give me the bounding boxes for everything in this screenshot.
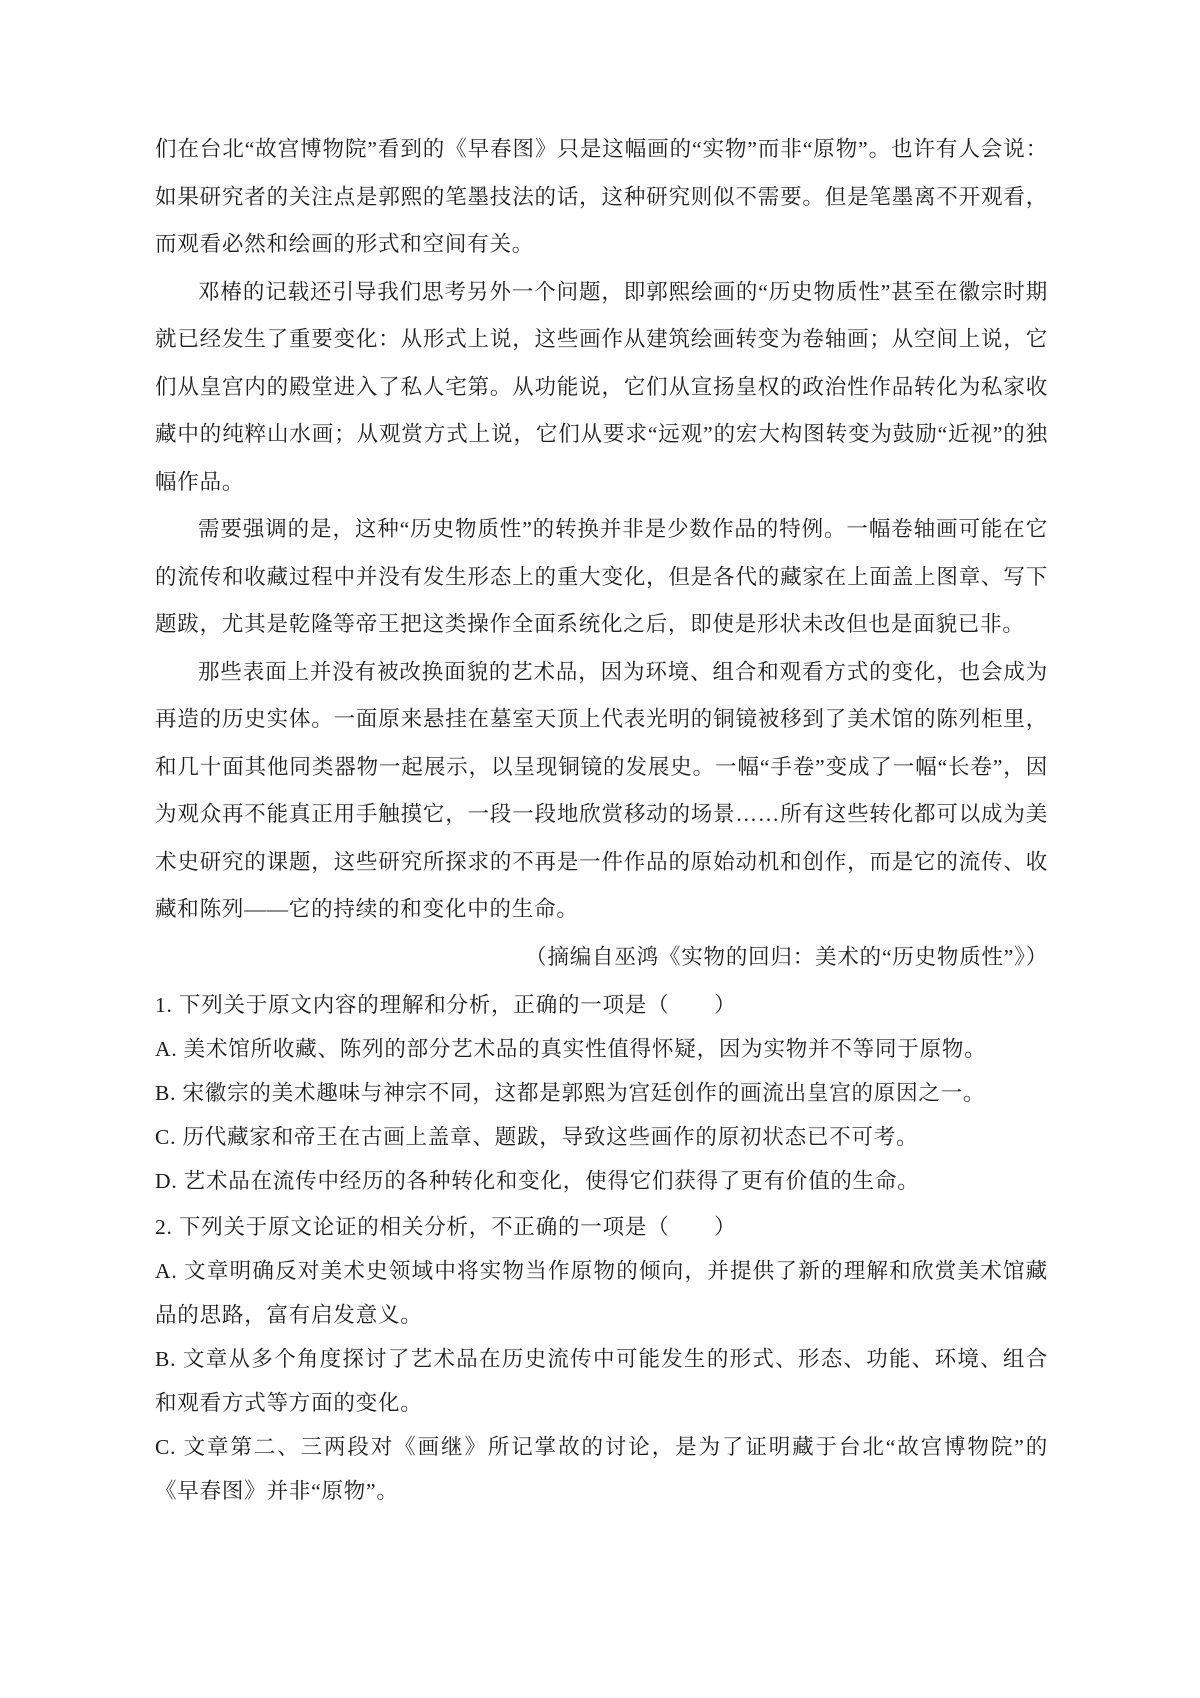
- question-1-option-a: A. 美术馆所收藏、陈列的部分艺术品的真实性值得怀疑，因为实物并不等同于原物。: [155, 1037, 987, 1061]
- question-1-option-b: B. 宋徽宗的美术趣味与神宗不同，这都是郭熙为宫廷创作的画流出皇宫的原因之一。: [155, 1081, 986, 1105]
- question-1-stem: 1. 下列关于原文内容的理解和分析，正确的一项是（ ）: [155, 993, 737, 1017]
- question-2-option-b: B. 文章从多个角度探讨了艺术品在历史流传中可能发生的形式、形态、功能、环境、组合和观看方式等方面的变化。: [155, 1347, 1048, 1415]
- source-attribution: （摘编自巫鸿《实物的回归：美术的“历史物质性”》）: [525, 944, 1048, 969]
- body-paragraph-1: 们在台北“故宫博物院”看到的《早春图》只是这幅画的“实物”而非“原物”。也许有人会说：如果研究者的关注点是郭熙的笔墨技法的话，这种研究则似不需要。但是笔墨离不开观看，而观看必然和绘画的形式和空间有关。: [155, 137, 1048, 256]
- question-2-option-a: A. 文章明确反对美术史领域中将实物当作原物的倾向，并提供了新的理解和欣赏美术馆藏品的思路，富有启发意义。: [155, 1259, 1048, 1327]
- body-paragraph-3: 需要强调的是，这种“历史物质性”的转换并非是少数作品的特例。一幅卷轴画可能在它的流传和收藏过程中并没有发生形态上的重大变化，但是各代的藏家在上面盖上图章、写下题跋，尤其是乾隆等帝王把这类操作全面系统化之后，即使是形状未改但也是面貌已非。: [155, 517, 1048, 636]
- question-1-option-c: C. 历代藏家和帝王在古画上盖章、题跋，导致这些画作的原初状态已不可考。: [155, 1125, 919, 1149]
- question-1-block: [155, 983, 1048, 1203]
- question-2-block: [155, 1205, 1048, 1513]
- question-1-option-d: D. 艺术品在流传中经历的各种转化和变化，使得它们获得了更有价值的生命。: [155, 1169, 920, 1193]
- question-2-option-c: C. 文章第二、三两段对《画继》所记掌故的讨论，是为了证明藏于台北“故宫博物院”的《早春图》并非“原物”。: [155, 1435, 1048, 1503]
- question-2-stem: 2. 下列关于原文论证的相关分析，不正确的一项是（ ）: [155, 1215, 737, 1239]
- body-paragraph-2: 邓椿的记载还引导我们思考另外一个问题，即郭熙绘画的“历史物质性”甚至在徽宗时期就已经发生了重要变化：从形式上说，这些画作从建筑绘画转变为卷轴画；从空间上说，它们从皇宫内的殿堂进入了私人宅第。从功能说，它们从宣扬皇权的政治性作品转化为私家收藏中的纯粹山水画；从观赏方式上说，它们从要求“远观”的宏大构图转变为鼓励“近视”的独幅作品。: [155, 279, 1048, 494]
- body-paragraph-4: 那些表面上并没有被改换面貌的艺术品，因为环境、组合和观看方式的变化，也会成为再造的历史实体。一面原来悬挂在墓室天顶上代表光明的铜镜被移到了美术馆的陈列柜里，和几十面其他同类器物一起展示，以呈现铜镜的发展史。一幅“手卷”变成了一幅“长卷”，因为观众再不能真正用手触摸它，一段一段地欣赏移动的场景……所有这些转化都可以成为美术史研究的课题，这些研究所探求的不再是一件作品的原始动机和创作，而是它的流传、收藏和陈列——它的持续的和变化中的生命。: [155, 659, 1048, 921]
